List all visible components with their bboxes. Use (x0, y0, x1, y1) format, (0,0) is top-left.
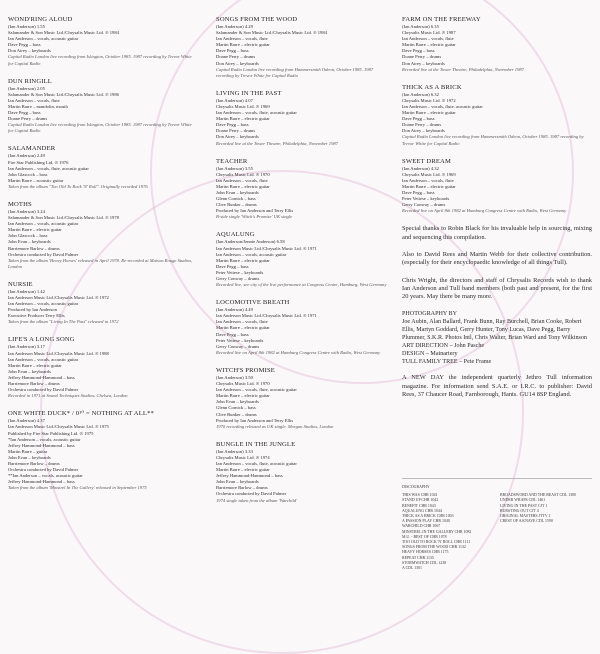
discography-item: AQUALUNG CHR 1044 (402, 508, 442, 513)
family-tree-credit: TULL FAMILY TREE – Pete Frame (402, 359, 492, 366)
songs-column-1 (8, 16, 194, 596)
song-credit-line: Martin Barre – electric guitar (402, 42, 456, 48)
recording-note: Capital Radio London live recording from Islington, October 1985. 1987 recording by Trevor White for Capital Radio (8, 122, 192, 134)
recording-note: Capital Radio London live recording from Islington, October 1985. 1987 recording by Trevor White for Capital Radio (8, 54, 192, 66)
song-credit-line: Chrysalis Music Ltd. ℗ 1970 (216, 381, 270, 387)
song-credit-line: Produced by Ian Anderson (8, 307, 57, 313)
recording-note: B-side single 'Witch's Promise' UK single (216, 214, 293, 220)
song-entry (216, 90, 392, 147)
song-title: WITCH'S PROMISE (216, 366, 275, 374)
song-credit-line: Ian Anderson – vocals, flute (216, 177, 268, 183)
song-credit-line: Chrysalis Music Ltd. ℗ 1969 (216, 103, 270, 109)
song-credit-line: John Evan – keyboards (8, 454, 51, 460)
song-entry (216, 367, 392, 430)
design-credit: DESIGN – Mainartery (402, 351, 458, 358)
song-credit-line: Chrysalis Music Ltd. ℗ 1969 (402, 171, 456, 177)
fan-magazine-notice: A NEW DAY the independent quarterly Jethro Tull information magazine. For information send S.A.E. or I.R.C. to publisher: David Rees, 37 Chaucer Road, Farnborough, Hants. GU14 8SP England. (402, 374, 592, 399)
recording-note: Taken from the album "Too Old To Rock 'N' Roll". Originally recorded 1976 (8, 183, 148, 189)
song-credit-line: Jeffrey Hammond-Hammond – bass (8, 479, 75, 485)
song-credit-line: Glenn Cornick – bass (216, 196, 256, 202)
song-entry (402, 158, 592, 215)
recording-note: 1974 single taken from the album 'Warchild' (216, 497, 298, 503)
song-credit-line: Salamander & Son Music Ltd./Chrysalis Music Ltd. ℗ 1986 (8, 91, 119, 97)
song-credit-line: Martin Barre – electric guitar (216, 42, 270, 48)
song-credit-line: Ian Anderson – vocals, flute (402, 36, 454, 42)
song-entry (8, 281, 194, 326)
song-title: SWEET DREAM (402, 157, 451, 165)
song-title: MOTHS (8, 200, 32, 208)
song-credit-line: Ian Anderson – vocals, flute (216, 319, 268, 325)
song-title: AQUALUNG (216, 231, 255, 239)
song-credit-line: Chrysalis Music Ltd. ℗ 1987 (402, 30, 456, 36)
song-entry (8, 410, 194, 491)
songs-column-2 (216, 16, 392, 596)
song-title: LIFE'S A LONG SONG (8, 336, 75, 344)
discography-item: SONGS FROM THE WOOD CHR 1132 (402, 545, 466, 550)
song-credit-line: Ian Anderson – vocals, acoustic guitar (8, 356, 79, 362)
song-credit-line: Dave Pegg – bass (216, 122, 249, 128)
song-credit-line: Chrysalis Music Ltd. ℗ 1974 (216, 454, 270, 460)
song-credit-line: (Ian Anderson) 3.24 (8, 208, 45, 214)
thanks-paragraph: Chris Wright, the directors and staff of Chrysalis Records wish to thank Ian Anderson and Tull band members (both past and present, for the first 20 years. May there be many more. (402, 276, 592, 301)
discography-item: BENEFIT CHR 1043 (402, 503, 436, 508)
song-credit-line: (Ian Anderson/Jennie Anderson) 6.58 (216, 239, 285, 245)
song-title: ONE WHITE DUCK* / 0¹⁰ = NOTHING AT ALL** (8, 410, 154, 418)
song-credit-line: Glenn Cornick – bass (216, 405, 256, 411)
song-credit-line: Don Airey – keyboards (216, 60, 259, 66)
song-entry (8, 336, 194, 399)
song-credit-line: (Ian Anderson) 4.32 (402, 165, 439, 171)
recording-note: Taken from the album "Living In The Past" released in 1972 (8, 319, 119, 325)
song-credit-line: Dave Pegg – bass (402, 189, 435, 195)
song-credit-line: Barriemore Barlow – drums (8, 381, 60, 387)
discography-item: CREST OF A KNAVE CDL 1590 (500, 519, 553, 524)
song-credit-line: Martin Barre – electric guitar (402, 183, 456, 189)
song-credit-line: Ian Anderson Music Ltd./Chrysalis Music Ltd. ℗ 1988 (8, 350, 109, 356)
song-credit-line: Jeffrey Hammond-Hammond – bass (216, 473, 283, 479)
song-credit-line: Ian Anderson Music Ltd./Chrysalis Music Ltd. ℗ 1971 (216, 313, 317, 319)
discography-item: A CDL 1301 (402, 566, 422, 571)
song-credit-line: Martin Barre – electric guitar (216, 393, 270, 399)
song-credit-line: John Evan – keyboards (216, 399, 259, 405)
song-title: BUNGLE IN THE JUNGLE (216, 440, 296, 448)
art-direction-credit: ART DIRECTION – John Pasche (402, 343, 485, 350)
song-credit-line: Jeffrey Hammond-Hammond – bass (8, 442, 75, 448)
song-credit-line: John Evan – keyboards (8, 239, 51, 245)
discography-item: HEAVY HORSES CHR 1175 (402, 550, 449, 555)
thanks-section (402, 225, 592, 301)
song-credit-line: Barriemore Barlow – drums (8, 245, 60, 251)
song-credit-line: Dave Pegg – bass (216, 331, 249, 337)
song-credit-line: Don Airey – keyboards (8, 48, 51, 54)
recording-note: Recorded live on April 8th 1982 at Hamburg Congress Centre with Radio, West Germany (216, 349, 381, 355)
song-credit-line: Martin Barre – electric guitar (216, 183, 270, 189)
discography-item: TOO OLD TO ROCK 'N' ROLL CHR 1111 (402, 540, 471, 545)
song-credit-line: Martin Barre – electric guitar (8, 227, 62, 233)
song-credit-line: Dave Pegg – bass (402, 116, 435, 122)
song-credit-line: Orchestra conducted by David Palmer (8, 387, 79, 393)
credits-section (402, 310, 592, 366)
song-credit-line: Ian Anderson – vocals, flute (402, 177, 454, 183)
song-credit-line: Martin Barre – electric guitar (216, 467, 270, 473)
recording-note: 1970 recording released as UK single. Morgan Studios, London (216, 423, 334, 429)
song-credit-line: Doane Perry – drums (8, 116, 48, 122)
song-credit-line: Don Airey – keyboards (402, 60, 445, 66)
recording-note: Recorded in 1971 at Sound Techniques Studios, Chelsea, London (8, 393, 128, 399)
song-credit-line: Ian Anderson – vocals, flute, acoustic guitar (8, 165, 89, 171)
song-credit-line: (Ian Anderson) 3.33 (216, 448, 253, 454)
song-credit-line: Peter Vettese – keyboards (216, 269, 264, 275)
thanks-paragraph: Also to David Rees and Martin Webb for their collective contribution. (especially for their encyclopaedic knowledge of all things Tull). (402, 250, 592, 267)
recording-note: Capital Radio London live recording from Hammersmith Odeon, October 1985. 1987 recording by Trevor White for Capital Radio (216, 66, 374, 78)
recording-note: Recorded live at the Tower Theatre, Philadelphia, November 1987 (216, 140, 338, 146)
recording-note: Taken from the album 'Minstrel In The Gallery' released in September 1975 (8, 485, 147, 491)
song-credit-line: (Ian Anderson) 6.32 (402, 91, 439, 97)
song-credit-line: Peter Vettese – keyboards (216, 337, 264, 343)
song-credit-line: (Ian Anderson) 4.37 (8, 418, 45, 424)
song-credit-line: Doane Perry – drums (216, 54, 256, 60)
song-credit-line: Published by Fire Star Publishing Ltd. ℗ 1975 (8, 430, 94, 436)
song-credit-line: (Ian Anderson) 3.17 (8, 344, 45, 350)
song-credit-line: *Ian Anderson – vocals, acoustic guitar (8, 436, 81, 442)
song-credit-line: Doane Perry – drums (402, 54, 442, 60)
discography-left (402, 493, 494, 571)
song-credit-line: John Glascock – bass (8, 233, 48, 239)
song-credit-line: Ian Anderson – vocals, acoustic guitar (216, 251, 287, 257)
song-credit-line: Dave Pegg – bass (402, 48, 435, 54)
song-credit-line: John Evan – keyboards (8, 368, 51, 374)
recording-note: Recorded live at the Tower Theatre, Philadelphia, November 1987 (402, 66, 524, 72)
song-credit-line: Gerry Conway – drums (216, 343, 260, 349)
photographers-list: Joe Aubin, Alan Ballard, Frank Bunn, Ray Burchell, Brian Cooke, Robert Ellis, Martyn Goddard, Gerry Hunter, Tony Lucas, Dave Pegg, Barry Plummer, S.K.R. Photos Intl, Chris Walter, Brian Ward and Tony Wilkinson (402, 319, 587, 342)
song-entry (8, 78, 194, 135)
song-title: SONGS FROM THE WOOD (216, 16, 298, 23)
song-credit-line: Ian Anderson Music Ltd./Chrysalis Music Ltd. ℗ 1971 (216, 245, 317, 251)
song-title: LOCOMOTIVE BREATH (216, 299, 290, 307)
song-credit-line: (Ian Anderson) 1.42 (8, 288, 45, 294)
song-credit-line: (Ian Anderson) 4.07 (216, 97, 253, 103)
song-credit-line: Chrysalis Music Ltd. ℗ 1970 (216, 171, 270, 177)
song-credit-line: (Ian Anderson) 3.50 (216, 374, 253, 380)
song-credit-line: Salamander & Son Music Ltd./Chrysalis Music Ltd. ℗ 1978 (8, 215, 119, 221)
song-credit-line: Ian Anderson – vocals, flute (8, 97, 60, 103)
song-title: DUN RINGILL (8, 77, 52, 85)
discography-item: BROADSWORD AND THE BEAST CDL 1380 (500, 493, 576, 498)
song-credit-line: (Ian Anderson) 4.29 (216, 24, 253, 29)
song-credit-line: Ian Anderson – vocals, acoustic guitar (8, 301, 79, 307)
discography-item: STORMWATCH CDL 1238 (402, 560, 447, 565)
song-credit-line: Ian Anderson Music Ltd./Chrysalis Music Ltd. ℗ 1975 (8, 424, 109, 430)
song-credit-line: Dave Pegg – bass (216, 48, 249, 54)
song-entry (402, 16, 592, 73)
song-credit-line: Doane Perry – drums (402, 122, 442, 128)
song-title: THICK AS A BRICK (402, 83, 462, 91)
discography-item: ORIGINAL MASTERS JTTV 1 (500, 514, 551, 519)
song-credit-line: Chrysalis Music Ltd. ℗ 1972 (402, 97, 456, 103)
discography-item: THICK AS A BRICK CHR 1003 (402, 514, 454, 519)
song-credit-line: Ian Anderson Music Ltd./Chrysalis Music Ltd. ℗ 1972 (8, 295, 109, 300)
song-credit-line: Ian Anderson – vocals, flute (216, 36, 268, 42)
song-credit-line: Gerry Conway – drums (216, 276, 260, 281)
discography-item: WARCHILD CHR 1067 (402, 524, 441, 529)
song-credit-line: Martin Barre – electric guitar (216, 325, 270, 331)
discography-item: BURSTING OUT CJT 4 (500, 508, 539, 513)
recording-note: Capital Radio London live recording from Hammersmith Odeon, October 1985. 1987 recording by Trevor White for Capital Radio (402, 134, 584, 146)
song-credit-line: Executive Producer Terry Ellis (8, 313, 65, 319)
song-credit-line: Clive Bunker – drums (216, 411, 257, 417)
song-credit-line: Martin Barre – acoustic guitar (8, 177, 64, 183)
credits-heading: PHOTOGRAPHY BY (402, 311, 458, 318)
song-credit-line: (Ian Anderson) 2.49 (8, 153, 45, 159)
song-credit-line: Ian Anderson – vocals, flute, acoustic guitar (216, 387, 297, 393)
song-credit-line: Ian Anderson – vocals, acoustic guitar (8, 221, 79, 227)
song-credit-line: Orchestra conducted by David Palmer (8, 251, 79, 257)
song-entry (216, 231, 392, 288)
song-credit-line: Martin Barre – guitar (8, 448, 48, 454)
song-credit-line: **Ian Anderson – vocals, acoustic guitar (8, 473, 83, 479)
song-title: FARM ON THE FREEWAY (402, 16, 481, 23)
song-entry (216, 299, 392, 356)
song-title: WOND'RING ALOUD (8, 16, 73, 23)
discography-heading: DISCOGRAPHY (402, 485, 430, 489)
song-credit-line: (Ian Anderson) 2.05 (8, 85, 45, 91)
discography-item: MINSTREL IN THE GALLERY CHR 1082 (402, 529, 472, 534)
song-credit-line: Peter Vettese – keyboards (402, 196, 450, 202)
song-title: NURSIE (8, 280, 33, 288)
song-credit-line: John Glascock – bass (8, 171, 48, 177)
song-credit-line: Martin Barre – mandolin, mouth (8, 103, 68, 109)
discography-item: STAND UP CHR 1042 (402, 498, 439, 503)
song-entry (216, 441, 392, 504)
song-credit-line: Orchestra conducted by David Palmer (8, 467, 79, 473)
song-credit-line: Barriemore Barlow – drums (216, 485, 268, 491)
song-title: SALAMANDER (8, 145, 56, 153)
song-entry (8, 16, 194, 67)
thanks-paragraph: Special thanks to Robin Black for his invaluable help in sourcing, mixing and sequencing this compilation. (402, 225, 592, 241)
song-credit-line: Don Airey – keyboards (216, 134, 259, 140)
recording-note: Taken from the album 'Heavy Horses' released in April 1978. Re-recorded at Maison Rouge Studios, London (8, 257, 193, 269)
discography-item: REPEAT CHR 1135 (402, 555, 434, 560)
recording-note: Recorded live, see city of the live performance at Congress Centre, Hamburg, West Germany (216, 282, 387, 288)
song-credit-line: Fire Star Publishing Ltd. ℗ 1976 (8, 159, 69, 165)
song-credit-line: Barriemore Barlow – drums (8, 460, 60, 466)
discography-item: A PASSION PLAY CHR 1040 (402, 519, 450, 524)
song-credit-line: Clive Bunker – drums (216, 202, 257, 208)
song-credit-line: Ian Anderson – vocals, flute, acoustic guitar (216, 110, 297, 116)
song-credit-line: Gerry Conway – drums (402, 202, 446, 208)
song-credit-line: (Ian Anderson) 3.55 (216, 165, 253, 171)
discography-item: UNDER WRAPS CDL 1461 (500, 498, 546, 503)
song-credit-line: (Ian Anderson) 1.55 (8, 24, 45, 29)
song-entry (402, 84, 592, 147)
song-credit-line: Ian Anderson – vocals, acoustic guitar (8, 36, 79, 42)
song-credit-line: Martin Barre – electric guitar (402, 110, 456, 116)
discography-right (500, 493, 592, 571)
song-credit-line: John Evan – keyboards (216, 479, 259, 485)
song-credit-line: Dave Pegg – bass (216, 263, 249, 269)
song-entry (216, 158, 392, 221)
discography-item: M.U. - BEST OF CHR 1078 (402, 534, 447, 539)
song-credit-line: Martin Barre – electric guitar (216, 116, 270, 122)
song-credit-line: Doane Perry – drums (216, 128, 256, 134)
song-credit-line: John Evan – keyboards (216, 189, 259, 195)
song-credit-line: Salamander & Son Music Ltd./Chrysalis Music Ltd. ℗ 1984 (8, 30, 119, 36)
song-credit-line: Ian Anderson – vocals, flute, acoustic guitar (216, 460, 297, 466)
song-credit-line: Dave Pegg – bass (8, 110, 41, 116)
song-credit-line: (Ian Anderson) 4.49 (216, 307, 253, 313)
song-credit-line: Produced by Ian Anderson and Terry Ellis (216, 208, 294, 214)
song-credit-line: Martin Barre – electric guitar (8, 362, 62, 368)
song-credit-line: Orchestra conducted by David Palmer (216, 491, 287, 497)
song-credit-line: Jeffrey Hammond-Hammond – bass (8, 374, 75, 380)
song-credit-line: Ian Anderson – vocals, flute, acoustic guitar (402, 103, 483, 109)
song-entry (8, 145, 194, 190)
song-credit-line: Martin Barre – electric guitar (216, 257, 270, 263)
song-credit-line: (Ian Anderson) 6.35 (402, 24, 439, 29)
song-entry (216, 16, 392, 79)
song-credit-line: Produced by Ian Anderson and Terry Ellis (216, 417, 294, 423)
song-credit-line: Dave Pegg – bass (8, 42, 41, 48)
song-credit-line: Salamander & Son Music Ltd./Chrysalis Music Ltd. ℗ 1984 (216, 30, 327, 36)
song-credit-line: Don Airey – keyboards (402, 128, 445, 134)
song-title: TEACHER (216, 157, 248, 165)
discography-item: LIVING IN THE PAST CJT 1 (500, 503, 548, 508)
song-entry (8, 201, 194, 270)
recording-note: Recorded live on April 8th 1982 at Hamburg Congress Centre with Radio, West Germany (402, 208, 567, 214)
discography-item: THIS WAS CHR 1041 (402, 493, 438, 498)
song-title: LIVING IN THE PAST (216, 89, 282, 97)
discography (402, 478, 592, 571)
